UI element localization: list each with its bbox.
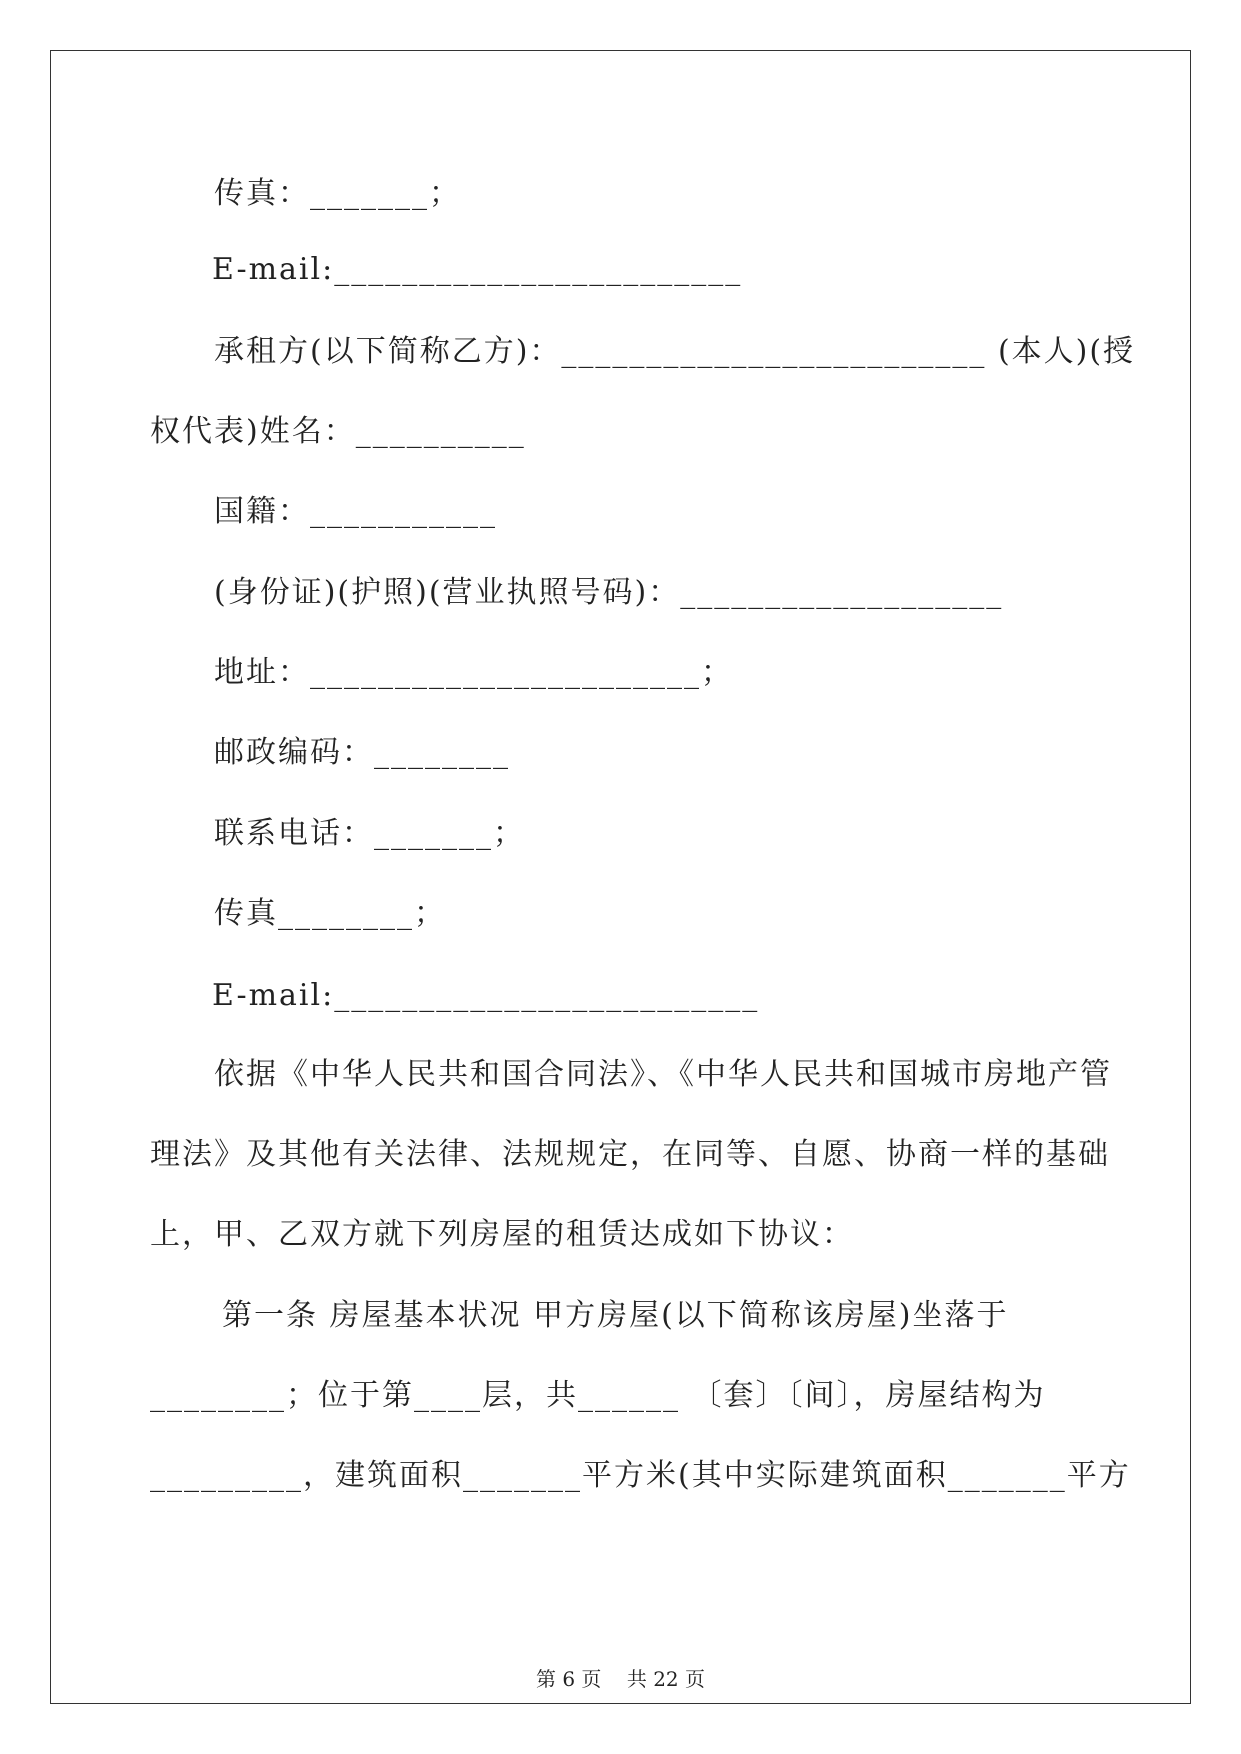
page-number: 第 6 页 共 22 页 xyxy=(535,1667,706,1691)
nationality-line: 国籍：___________ xyxy=(214,494,497,529)
fax-line-party-b: 传真________； xyxy=(214,896,446,931)
page-border xyxy=(50,50,1191,1704)
paragraph-basis-line-1: 依据《中华人民共和国合同法》、《中华人民共和国城市房地产管 xyxy=(214,1057,1112,1092)
article-one-line-3: _________，建筑面积_______平方米(其中实际建筑面积_______平方 xyxy=(150,1458,1131,1493)
id-number-line: (身份证)(护照)(营业执照号码)：___________________ xyxy=(214,575,1004,610)
fax-line-party-a: 传真：_______； xyxy=(214,176,461,211)
lessee-line: 承租方(以下简称乙方)：_________________________ (本人)(授 xyxy=(214,334,1136,369)
email-line-party-a: E-mail:________________________ xyxy=(212,252,743,287)
article-one-line-2: ________；位于第____层，共______ 〔套〕〔间〕，房屋结构为 xyxy=(150,1378,1046,1413)
phone-line: 联系电话：_______； xyxy=(214,816,525,851)
email-line-party-b: E-mail:_________________________ xyxy=(212,978,760,1013)
postal-code-line: 邮政编码：________ xyxy=(214,735,510,770)
article-one-line-1: 第一条 房屋基本状况 甲方房屋(以下简称该房屋)坐落于 xyxy=(222,1298,1009,1333)
paragraph-basis-line-2: 理法》及其他有关法律、法规规定，在同等、自愿、协商一样的基础 xyxy=(150,1137,1110,1172)
address-line: 地址：_______________________； xyxy=(214,655,733,690)
paragraph-basis-line-3: 上，甲、乙双方就下列房屋的租赁达成如下协议： xyxy=(150,1217,854,1252)
representative-name-line: 权代表)姓名：__________ xyxy=(150,414,526,449)
